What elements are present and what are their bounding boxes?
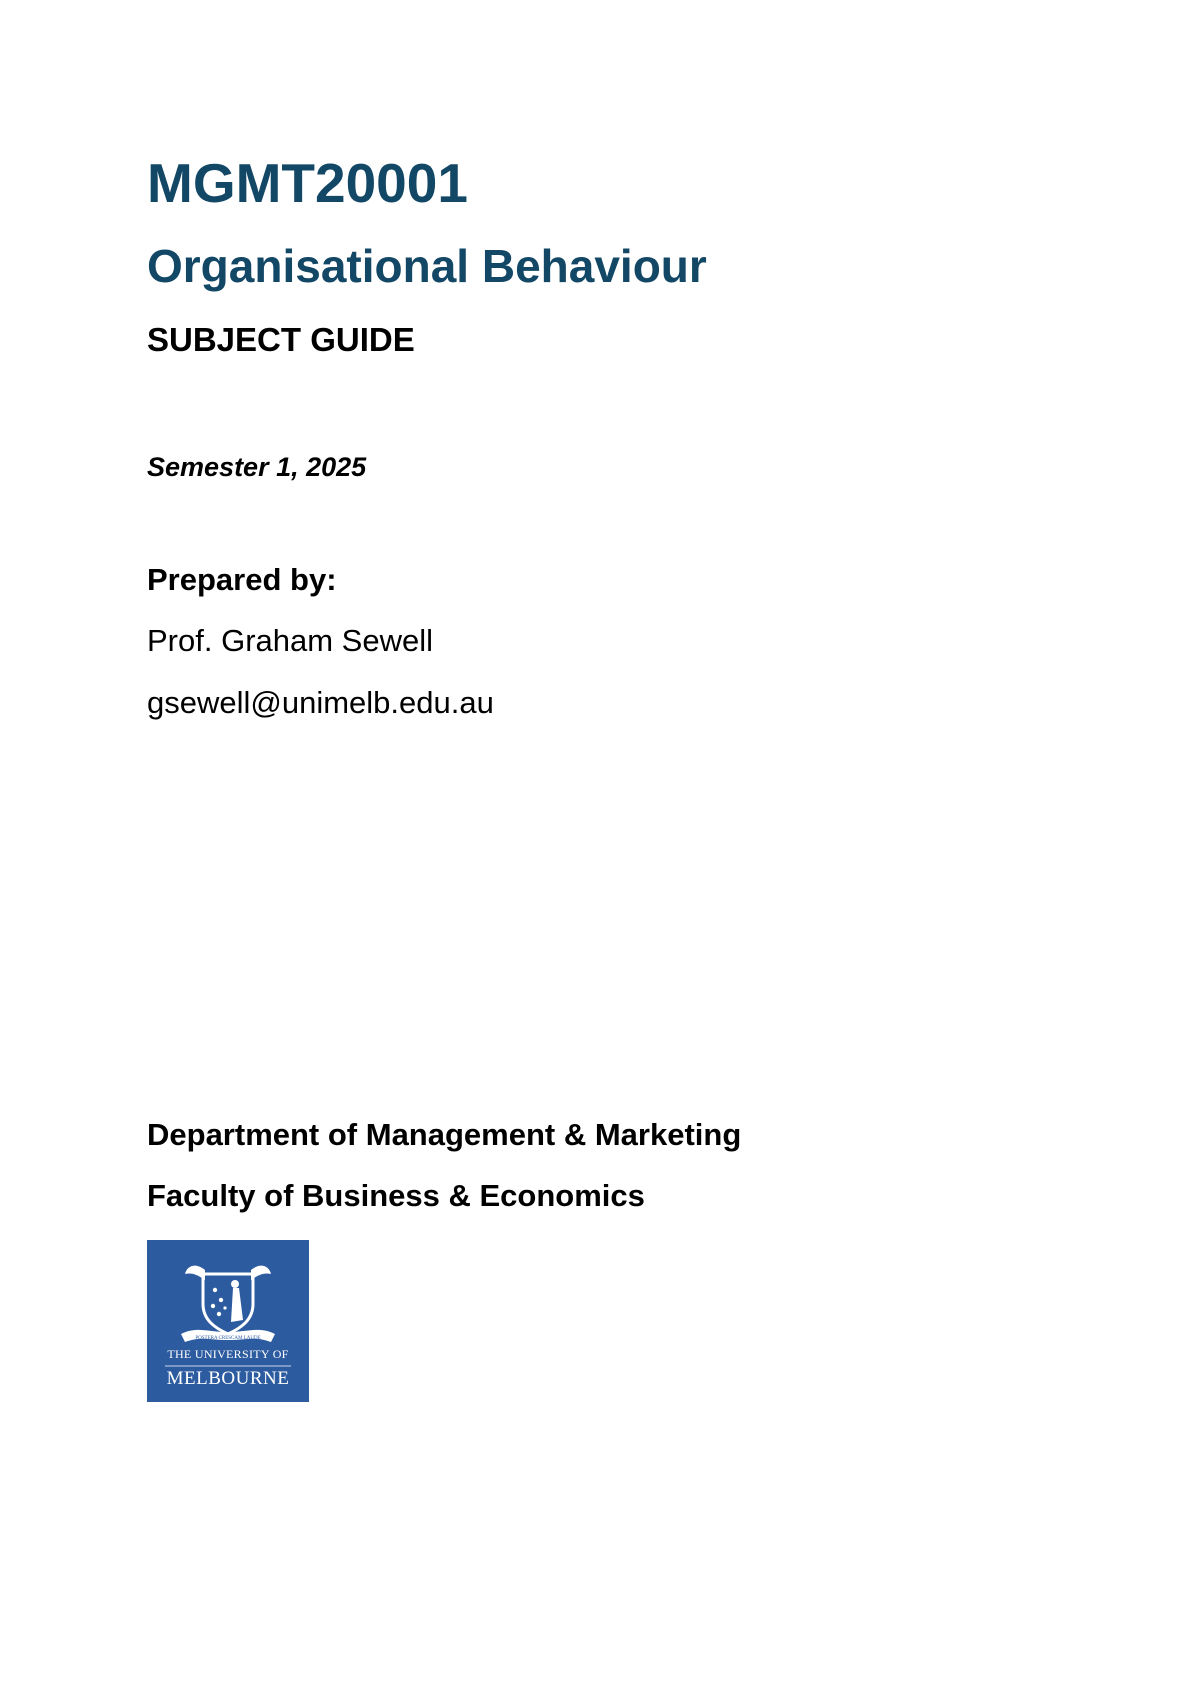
author-name: Prof. Graham Sewell	[147, 623, 433, 658]
semester: Semester 1, 2025	[147, 452, 367, 482]
faculty-name: Faculty of Business & Economics	[147, 1178, 645, 1213]
department-name: Department of Management & Marketing	[147, 1117, 742, 1152]
subject-code: MGMT20001	[147, 152, 468, 214]
prepared-by-label: Prepared by:	[147, 562, 337, 597]
subject-name: Organisational Behaviour	[147, 240, 707, 292]
author-email: gsewell@unimelb.edu.au	[147, 685, 494, 720]
document-type: SUBJECT GUIDE	[147, 321, 415, 358]
svg-text:MELBOURNE: MELBOURNE	[166, 1368, 290, 1389]
svg-text:POSTERA CRESCAM LAUDE: POSTERA CRESCAM LAUDE	[195, 1336, 261, 1341]
university-of-melbourne-logo	[147, 1240, 309, 1402]
svg-text:THE UNIVERSITY OF: THE UNIVERSITY OF	[167, 1347, 289, 1361]
